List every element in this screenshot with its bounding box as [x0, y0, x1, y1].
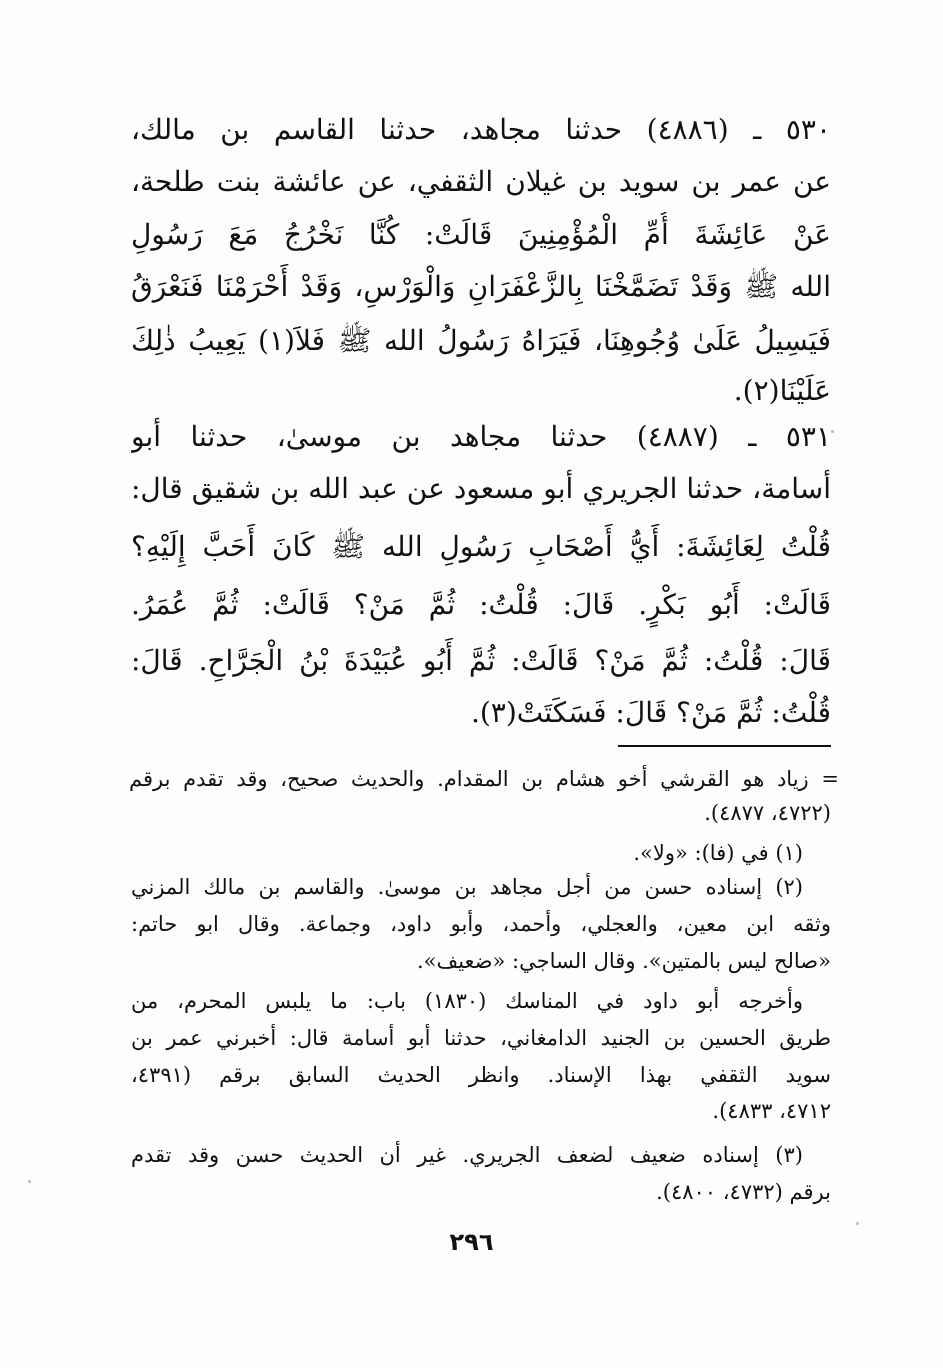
hadith-531-line-4: قَالَتْ: أَبُو بَكْرٍ. قَالَ: قُلْتُ: ثُمَّ مَنْ؟ قَالَتْ: ثُمَّ عُمَرُ. — [131, 588, 831, 621]
hadith-530-line-1: ٥٣٠ ـ (٤٨٨٦) حدثنا مجاهد، حدثنا القاسم بن مالك، — [131, 113, 831, 146]
footnote-2-line-3: «صالح ليس بالمتين». وقال الساجي: «ضعيف». — [416, 949, 831, 973]
scan-speck — [831, 430, 834, 433]
footnote-3-line-1: (٣) إسناده ضعيف لضعف الجريري. غير أن الحديث حسن وقد تقدم — [131, 1143, 803, 1167]
hadith-531-line-6: قُلْتُ: ثُمَّ مَنْ؟ قَالَ: فَسَكَتَتْ(٣). — [470, 696, 831, 729]
hadith-531-line-5: قَالَ: قُلْتُ: ثُمَّ مَنْ؟ قَالَتْ: ثُمَّ أَبُو عُبَيْدَةَ بْنُ الْجَرَّاحِ. قَالَ: — [131, 644, 831, 677]
footnote-separator — [618, 745, 831, 747]
hadith-530-line-2: عن عمر بن سويد بن غيلان الثقفي، عن عائشة بنت طلحة، — [131, 165, 831, 198]
hadith-530-line-3: عَنْ عَائِشَةَ أُمِّ الْمُؤْمِنِينَ قَالَتْ: كُنَّا نَخْرُجُ مَعَ رَسُولِ — [131, 218, 831, 251]
footnote-2-line-7: ٤٧١٢، ٤٨٣٣). — [712, 1099, 831, 1123]
footnote-3-line-2: برقم (٤٧٣٢، ٤٨٠٠). — [656, 1180, 831, 1204]
hadith-531-line-1: ٥٣١ ـ (٤٨٨٧) حدثنا مجاهد بن موسىٰ، حدثنا أبو — [131, 420, 831, 453]
footnote-2-line-6: سويد الثقفي بهذا الإسناد. وانظر الحديث السابق برقم (٤٣٩١، — [131, 1063, 831, 1087]
footnote-2-line-2: وثقه ابن معين، والعجلي، وأحمد، وأبو داود، وجماعة. وقال ابو حاتم: — [131, 912, 831, 936]
footnote-continuation-line-1: = زياد هو القرشي أخو هشام بن المقدام. والحديث صحيح، وقد تقدم برقم — [129, 767, 839, 791]
footnote-2-line-4: وأخرجه أبو داود في المناسك (١٨٣٠) باب: ما يلبس المحرم، من — [131, 989, 803, 1013]
scan-speck — [28, 1180, 31, 1183]
hadith-530-line-6: عَلَيْنَا(٢). — [733, 374, 831, 407]
footnote-2-line-5: طريق الحسين بن الجنيد الدامغاني، حدثنا أبو أسامة قال: أخبرني عمر بن — [131, 1026, 831, 1050]
scan-speck — [856, 1222, 859, 1225]
footnote-1: (١) في (فا): «ولا». — [633, 841, 803, 865]
page-number: ٢٩٦ — [449, 1228, 494, 1256]
hadith-531-line-3: قُلْتُ لِعَائِشَةَ: أَيُّ أَصْحَابِ رَسُولِ الله ﷺ كَانَ أَحَبَّ إِلَيْهِ؟ — [131, 530, 831, 563]
footnote-continuation-line-2: (٤٧٢٢، ٤٨٧٧). — [704, 801, 831, 825]
hadith-530-line-4: الله ﷺ وَقَدْ تَضَمَّخْنَا بِالزَّعْفَرَانِ وَالْوَرْسِ، وَقَدْ أَحْرَمْنَا فَنَعْرَقُ — [131, 270, 831, 303]
hadith-531-line-2: أسامة، حدثنا الجريري أبو مسعود عن عبد الله بن شقيق قال: — [131, 472, 831, 505]
footnote-2-line-1: (٢) إسناده حسن من أجل مجاهد بن موسىٰ. والقاسم بن مالك المزني — [131, 875, 803, 899]
hadith-530-line-5: فَيَسِيلُ عَلَىٰ وُجُوهِنَا، فَيَرَاهُ رَسُولُ الله ﷺ فَلاَ(١) يَعِيبُ ذٰلِكَ — [131, 324, 831, 357]
